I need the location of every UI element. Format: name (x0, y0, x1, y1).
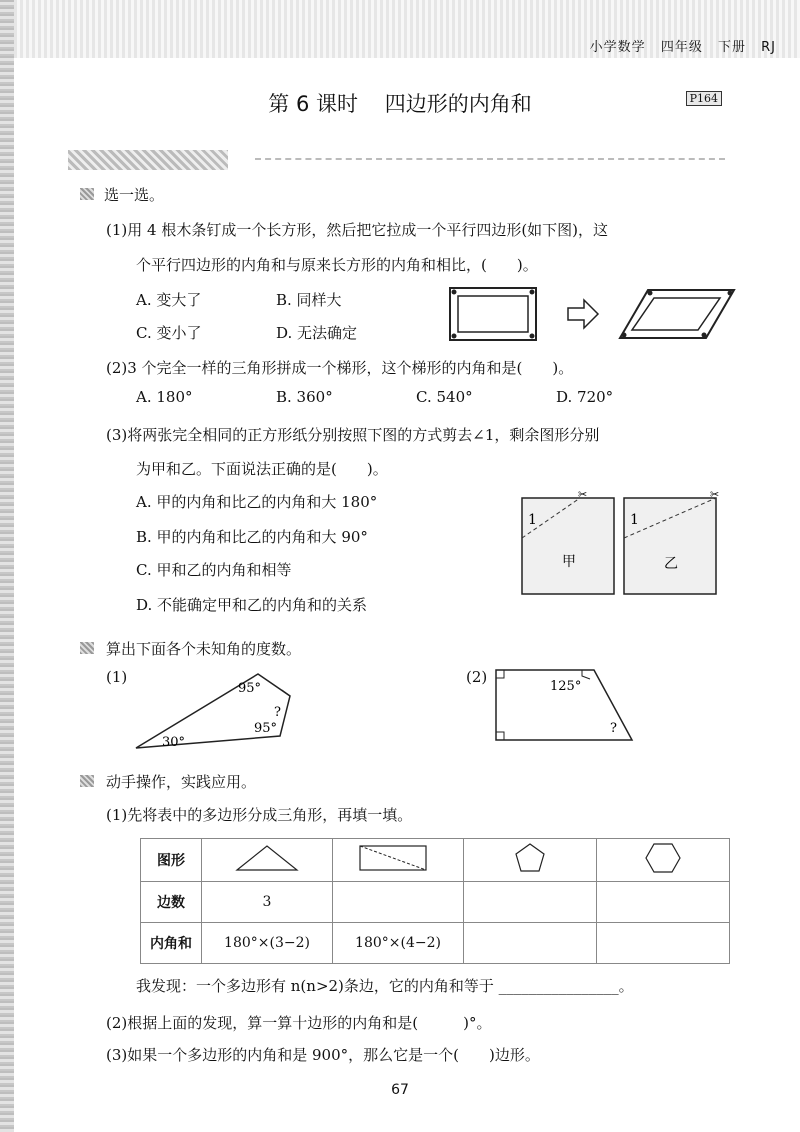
row-header-angle-sum: 内角和 (141, 923, 202, 964)
s3-q1: (1)先将表中的多边形分成三角形，再填一填。 (106, 806, 413, 824)
angle-95-bottom: 95° (254, 721, 278, 736)
page-number: 67 (391, 1082, 409, 1098)
q3-line1: (3)将两张完全相同的正方形纸分别按照下图的方式剪去∠1，剩余图形分别 (106, 426, 600, 444)
angle-30: 30° (162, 735, 186, 750)
page-edge (0, 0, 14, 1132)
angle-1-label-a: 1 (528, 512, 537, 528)
discovery-text: 我发现：一个多边形有 n(n>2)条边，它的内角和等于 ________________。 (136, 977, 634, 995)
polygon-table (140, 838, 730, 964)
q2-option-c: C. 540° (416, 388, 473, 406)
unknown-angle-1: ? (274, 705, 281, 720)
book-header (580, 36, 776, 55)
s3-q3: (3)如果一个多边形的内角和是 900°，那么它是一个( )边形。 (106, 1046, 540, 1064)
sides-pentagon[interactable] (464, 882, 597, 923)
table-row (141, 923, 730, 964)
sum-pentagon[interactable] (464, 923, 597, 964)
square-cut-figures (520, 488, 730, 598)
angle-1-label-b: 1 (630, 512, 639, 528)
angle-125: 125° (550, 679, 582, 694)
table-row (141, 839, 730, 882)
section3-heading: 动手操作，实践应用。 (106, 773, 257, 791)
q2-text: (2)3 个完全一样的三角形拼成一个梯形，这个梯形的内角和是( )。 (106, 359, 574, 377)
triangle-shape (203, 840, 331, 876)
svg-text:✂: ✂ (710, 488, 720, 501)
q3-option-b: B. 甲的内角和比乙的内角和大 90° (136, 528, 368, 546)
problem-2-label: (2) (466, 668, 488, 686)
q1-line2: 个平行四边形的内角和与原来长方形的内角和相比，( )。 (136, 256, 538, 274)
q2-option-a: A. 180° (136, 388, 193, 406)
section2-heading: 算出下面各个未知角的度数。 (106, 640, 302, 658)
lesson-title (0, 88, 800, 118)
q1-line1: (1)用 4 根木条钉成一个长方形，然后把它拉成一个平行四边形(如下图)，这 (106, 221, 609, 239)
q1-option-c: C. 变小了 (136, 324, 202, 342)
problem-1-label: (1) (106, 668, 128, 686)
header-grade: 四年级 (660, 40, 703, 55)
header-volume: 下册 (717, 40, 746, 55)
sum-rectangle: 180°×(4−2) (333, 923, 464, 964)
q3-option-d: D. 不能确定甲和乙的内角和的关系 (136, 596, 368, 614)
s3-q2: (2)根据上面的发现，算一算十边形的内角和是( )°。 (106, 1014, 492, 1032)
divider (255, 158, 725, 160)
section-marker-icon (80, 775, 94, 787)
sum-hexagon[interactable] (597, 923, 730, 964)
header-subject: 小学数学 (589, 40, 646, 55)
sides-rectangle[interactable] (333, 882, 464, 923)
section-banner (68, 150, 228, 170)
page-reference: P164 (686, 91, 722, 106)
table-row (141, 882, 730, 923)
lesson-number: 第 6 课时 (268, 92, 359, 116)
q3-option-a: A. 甲的内角和比乙的内角和大 180° (136, 493, 378, 511)
rectangle-to-parallelogram-figure (448, 286, 738, 346)
section-marker-icon (80, 188, 94, 200)
lesson-topic: 四边形的内角和 (384, 92, 532, 116)
quadrilateral-figure-1 (130, 668, 300, 758)
sides-hexagon[interactable] (597, 882, 730, 923)
rectangle-shape (334, 840, 462, 876)
q2-option-d: D. 720° (556, 388, 614, 406)
row-header-shape: 图形 (141, 839, 202, 882)
sides-triangle: 3 (202, 882, 333, 923)
pentagon-shape (465, 840, 595, 876)
svg-text:✂: ✂ (578, 488, 588, 501)
angle-95-top: 95° (238, 681, 262, 696)
header-edition: RJ (761, 40, 776, 55)
label-yi: 乙 (664, 556, 678, 572)
q1-option-b: B. 同样大 (276, 291, 342, 309)
unknown-angle-2: ? (610, 721, 617, 736)
sum-triangle: 180°×(3−2) (202, 923, 333, 964)
hexagon-shape (598, 840, 728, 876)
q3-option-c: C. 甲和乙的内角和相等 (136, 561, 292, 579)
section1-heading: 选一选。 (104, 186, 165, 204)
section-marker-icon (80, 642, 94, 654)
label-jia: 甲 (562, 554, 576, 570)
q3-line2: 为甲和乙。下面说法正确的是( )。 (136, 460, 388, 478)
row-header-sides: 边数 (141, 882, 202, 923)
q2-option-b: B. 360° (276, 388, 333, 406)
q1-option-a: A. 变大了 (136, 291, 202, 309)
quadrilateral-figure-2 (492, 666, 642, 746)
q1-option-d: D. 无法确定 (276, 324, 358, 342)
